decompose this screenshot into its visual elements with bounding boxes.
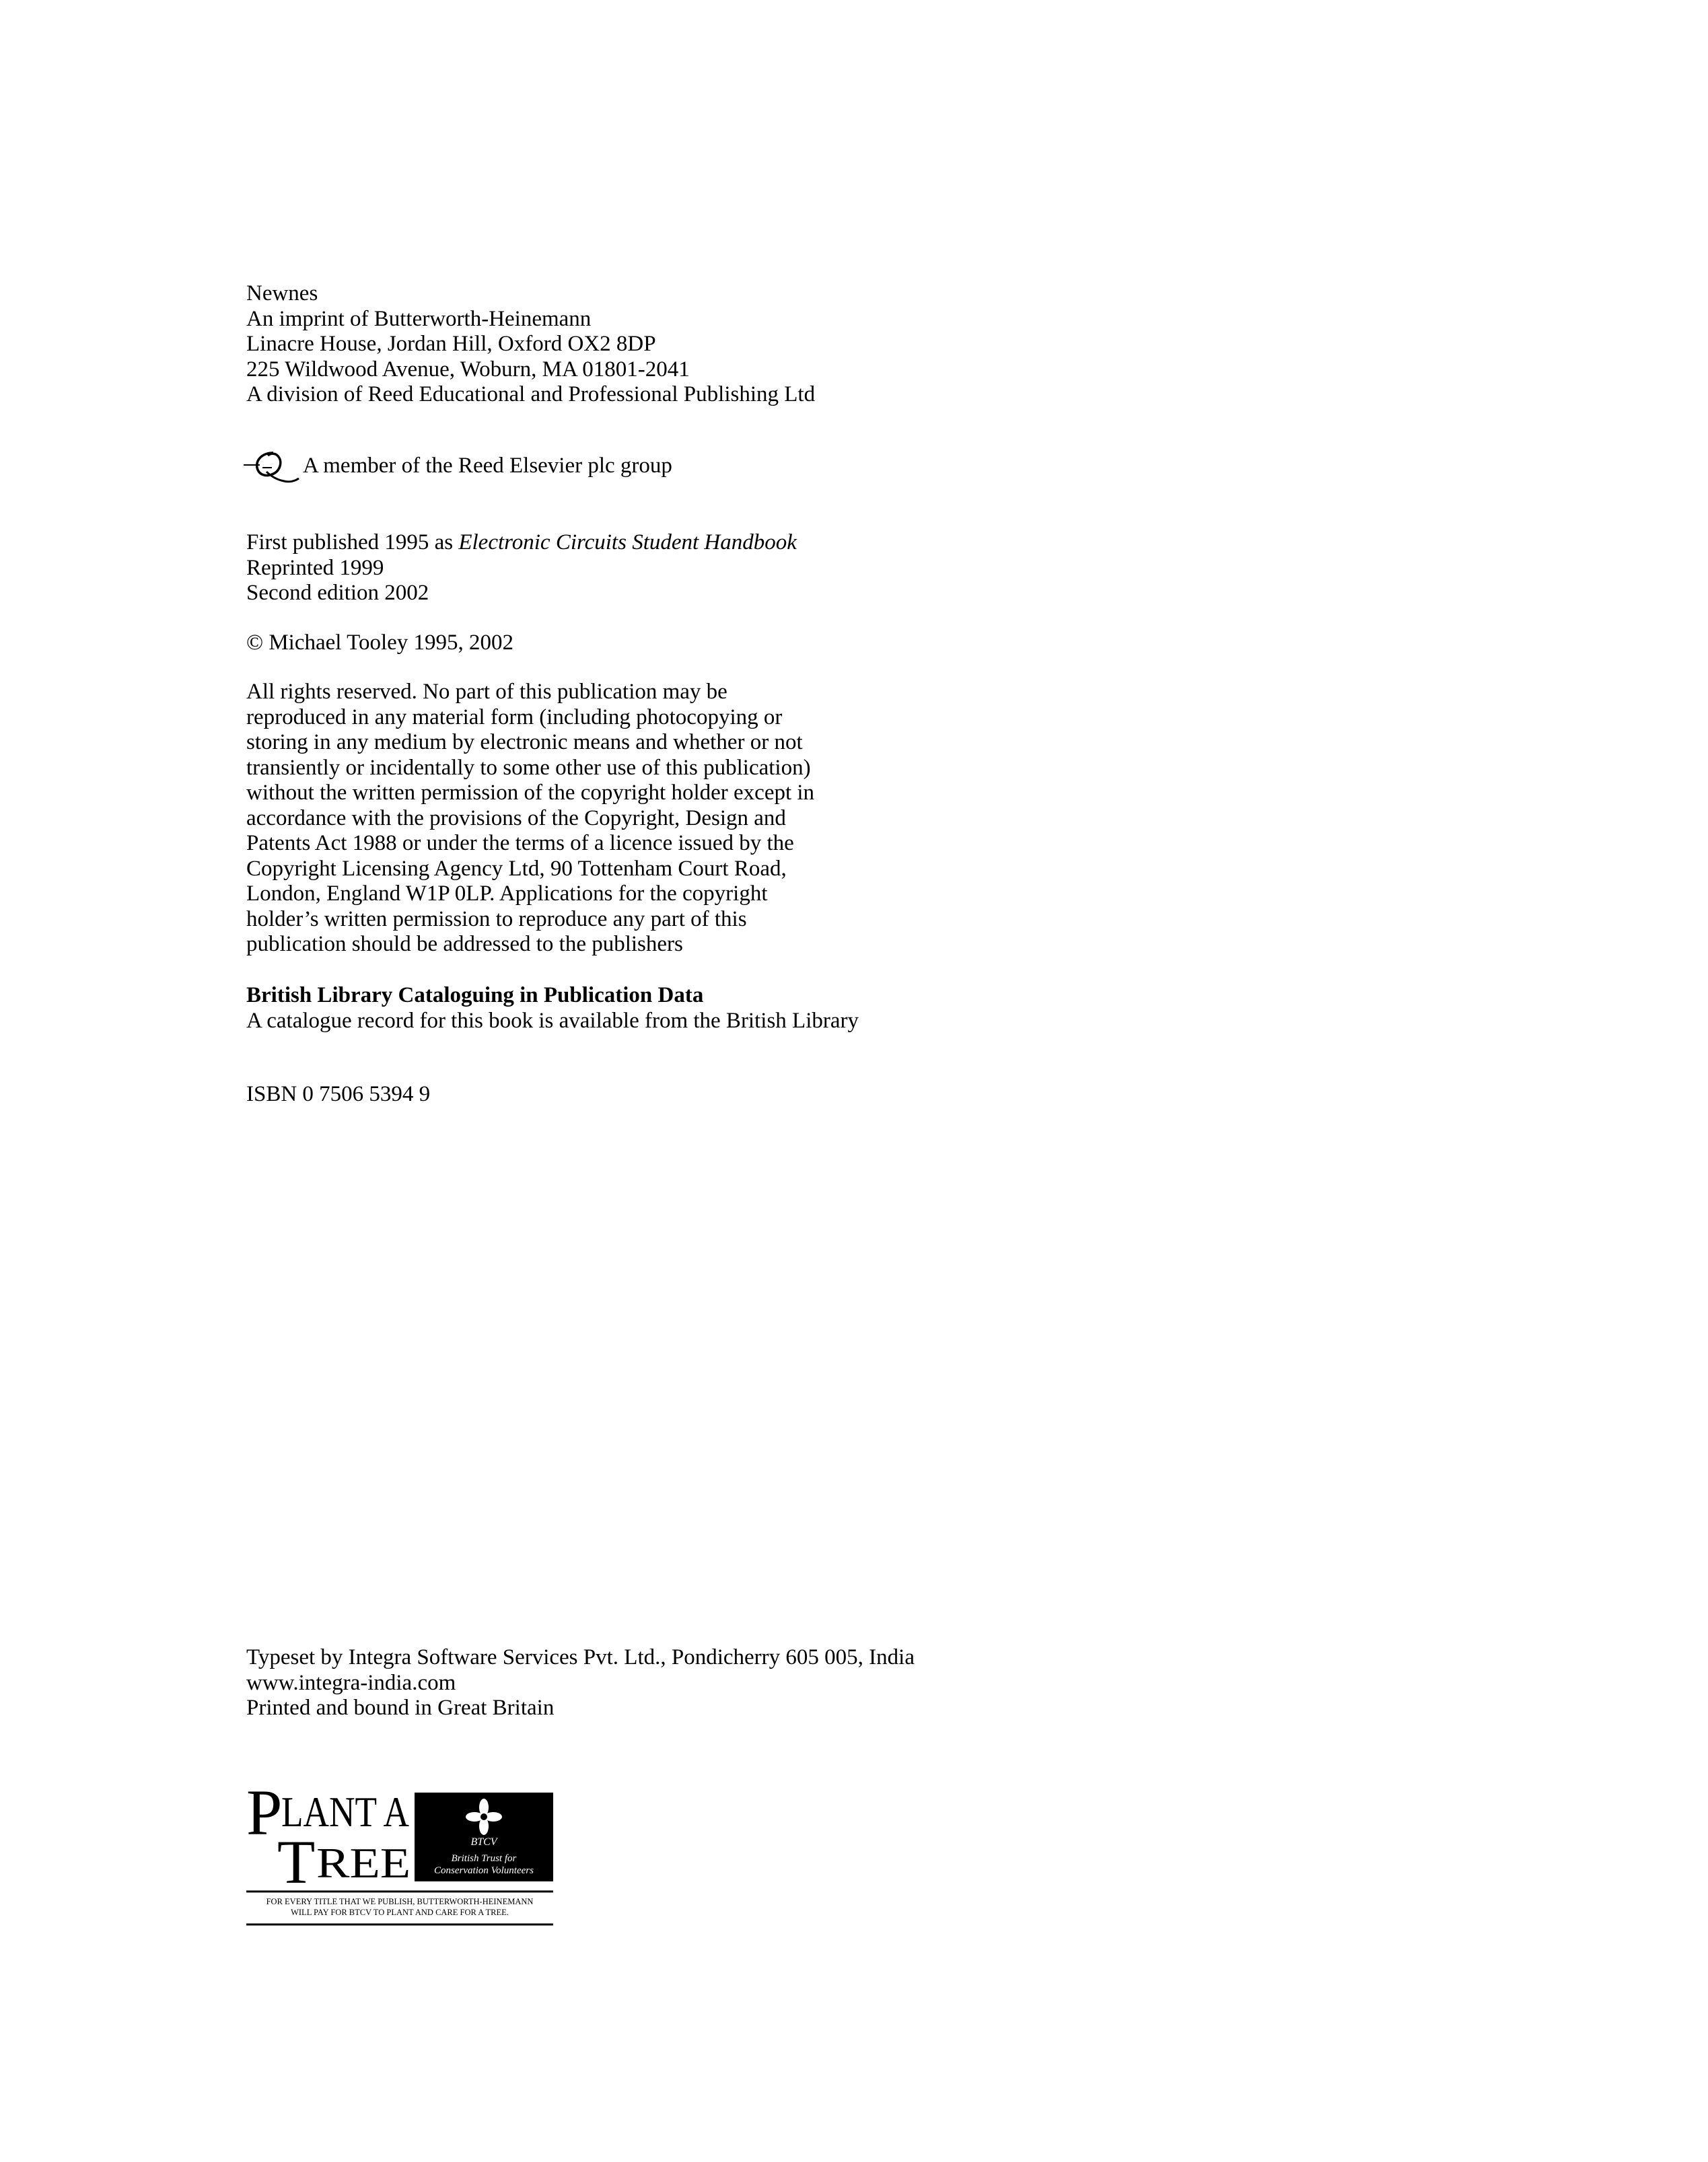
rights-line: accordance with the provisions of the Copyright, Design and [246, 805, 786, 830]
first-published-prefix: First published 1995 as [246, 530, 459, 554]
publisher-address [246, 281, 815, 408]
rights-line: Patents Act 1988 or under the terms of a licence issued by the [246, 831, 794, 855]
copyright-notice: © Michael Tooley 1995, 2002 [246, 630, 514, 655]
original-title: Electronic Circuits Student Handbook [458, 530, 797, 554]
typesetter-url: www.integra-india.com [246, 1670, 456, 1695]
plant-footer-line-2: WILL PAY FOR BTCV TO PLANT AND CARE FOR A TREE. [291, 1908, 509, 1917]
address-us: 225 Wildwood Avenue, Woburn, MA 01801-2041 [246, 357, 690, 382]
cip-heading: British Library Cataloguing in Publication Data [246, 983, 704, 1007]
rights-line: storing in any medium by electronic means and whether or not [246, 730, 803, 754]
rights-line: All rights reserved. No part of this publication may be [246, 680, 727, 704]
rights-line: transiently or incidentally to some other use of this publication) [246, 755, 811, 780]
isbn: ISBN 0 7506 5394 9 [246, 1082, 431, 1106]
rights-line: reproduced in any material form (including photocopying or [246, 705, 783, 729]
typeset-line: Typeset by Integra Software Services Pvt. Ltd., Pondicherry 605 005, India [246, 1645, 915, 1669]
publication-history [246, 530, 797, 606]
cip-text: A catalogue record for this book is available from the British Library [246, 1008, 859, 1033]
tree-initial: T [277, 1828, 316, 1896]
reed-member-text: A member of the Reed Elsevier plc group [303, 454, 672, 478]
trust-line-1: British Trust for [451, 1853, 517, 1864]
tree-rest: REE [316, 1839, 411, 1887]
rights-line: London, England W1P 0LP. Applications for the copyright [246, 881, 768, 906]
cip-block [246, 983, 859, 1034]
publisher-name: Newnes [246, 281, 318, 305]
second-edition-line: Second edition 2002 [246, 581, 429, 605]
colophon [246, 1645, 915, 1721]
plant-footer-line-1: FOR EVERY TITLE THAT WE PUBLISH, BUTTERWORTH-HEINEMANN [266, 1897, 534, 1906]
rights-line: holder’s written permission to reproduce any part of this [246, 906, 747, 931]
rights-line: publication should be addressed to the publishers [246, 932, 683, 956]
imprint-line: An imprint of Butterworth-Heinemann [246, 306, 592, 331]
reed-member-line [246, 447, 672, 485]
first-published-line [246, 530, 797, 556]
trust-line-2: Conservation Volunteers [434, 1865, 534, 1876]
plant-a-initial: P [246, 1782, 283, 1848]
plant-a-rest: LANT A [281, 1788, 409, 1836]
rights-line: without the written permission of the copyright holder except in [246, 781, 815, 805]
address-uk: Linacre House, Jordan Hill, Oxford OX2 8DP [246, 332, 656, 356]
reprinted-line: Reprinted 1999 [246, 555, 384, 580]
plant-a-tree-logo [246, 1782, 553, 1931]
printed-line: Printed and bound in Great Britain [246, 1696, 555, 1720]
division-line: A division of Reed Educational and Professional Publishing Ltd [246, 382, 816, 406]
rights-paragraph [246, 680, 814, 958]
rights-line: Copyright Licensing Agency Ltd, 90 Tottenham Court Road, [246, 856, 787, 881]
reed-elsevier-logo-icon [242, 447, 300, 485]
btcv-label: BTCV [470, 1836, 497, 1848]
